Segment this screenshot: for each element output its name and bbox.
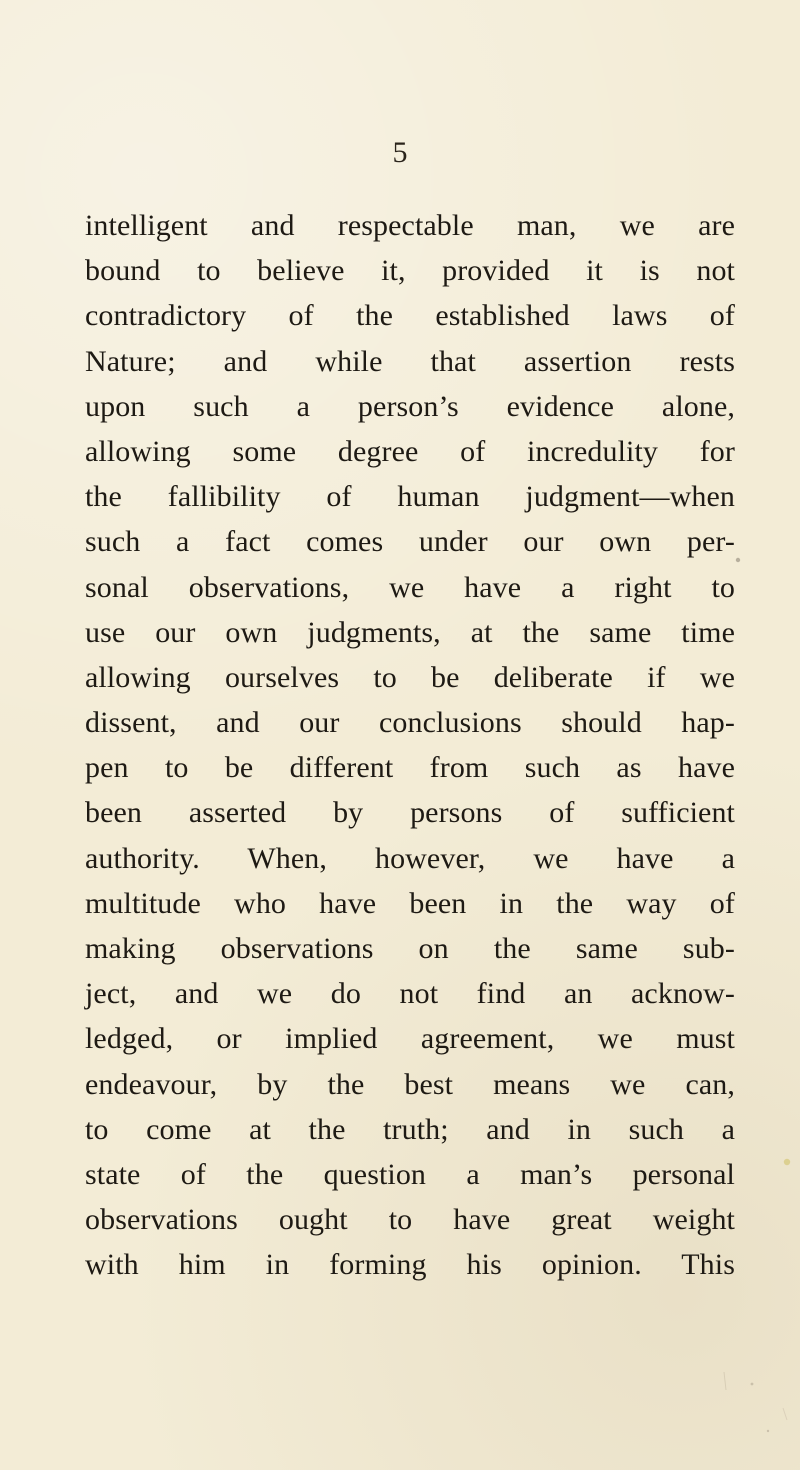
text-line: such a fact comes under our own per- [85, 525, 735, 559]
text-line: contradictory of the established laws of [85, 299, 735, 333]
text-line: to come at the truth; and in such a [85, 1112, 735, 1146]
page-number: 5 [392, 136, 408, 169]
text-line: authority. When, however, we have a [85, 841, 735, 875]
text-line: state of the question a man’s personal [85, 1157, 735, 1191]
text-line: intelligent and respectable man, we are [85, 209, 735, 242]
text-line: upon such a person’s evidence alone, [85, 389, 735, 423]
text-line: allowing ourselves to be deliberate if we [85, 660, 735, 694]
text-line: been asserted by persons of sufficient [85, 796, 735, 830]
text-line: with him in forming his opinion. This [85, 1248, 735, 1282]
text-line: sonal observations, we have a right to [85, 570, 735, 604]
text-line: Nature; and while that assertion rests [85, 344, 735, 378]
text-line: observations ought to have great weight [85, 1203, 735, 1237]
body-text [85, 203, 735, 1288]
text-line: ject, and we do not find an acknow- [85, 977, 735, 1011]
text-line: dissent, and our conclusions should hap- [85, 706, 735, 740]
text-line: bound to believe it, provided it is not [85, 254, 735, 288]
text-line: pen to be different from such as have [85, 751, 735, 785]
text-line: endeavour, by the best means we can, [85, 1067, 735, 1101]
text-line: multitude who have been in the way of [85, 886, 735, 920]
text-line: use our own judgments, at the same time [85, 615, 735, 649]
text-line: ledged, or implied agreement, we must [85, 1022, 735, 1056]
text-line: making observations on the same sub- [85, 932, 735, 965]
text-line: allowing some degree of incredulity for [85, 434, 735, 468]
text-line: the fallibility of human judgment—when [85, 480, 735, 514]
